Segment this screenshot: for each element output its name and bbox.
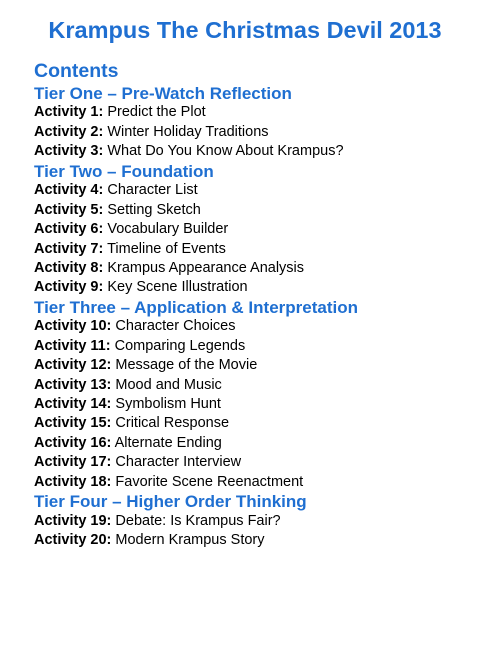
activity-label: Activity 17:	[34, 454, 112, 471]
activity-name: Modern Krampus Story	[115, 532, 265, 549]
toc-entry-activity-11	[34, 337, 358, 356]
activity-label: Activity 10:	[34, 318, 112, 335]
activity-label: Activity 16:	[34, 434, 112, 451]
activity-name: Setting Sketch	[107, 201, 201, 218]
activity-label: Activity 5:	[34, 201, 104, 218]
activity-label: Activity 19:	[34, 512, 112, 529]
toc-entry-activity-14	[34, 395, 358, 414]
tier-one-heading: Tier One – Pre-Watch Reflection	[34, 84, 292, 103]
toc-entry-activity-19	[34, 512, 358, 531]
activity-label: Activity 9:	[34, 279, 104, 296]
activity-name: Krampus Appearance Analysis	[107, 259, 305, 276]
toc-entry-activity-9	[34, 278, 358, 297]
activity-name: Character Choices	[115, 318, 236, 335]
toc-entry-activity-1	[34, 103, 358, 122]
toc-entry-activity-2	[34, 123, 358, 142]
activity-label: Activity 8:	[34, 259, 104, 276]
toc-entry-activity-4	[34, 181, 358, 200]
activity-label: Activity 14:	[34, 396, 112, 412]
activity-label: Activity 1:	[34, 104, 104, 121]
activity-name: Message of the Movie	[115, 357, 258, 374]
activity-name: Key Scene Illustration	[107, 279, 248, 296]
toc-entry-activity-15	[34, 414, 358, 433]
activity-name: Vocabulary Builder	[107, 221, 229, 238]
toc-entry-activity-3	[34, 142, 358, 161]
activity-label: Activity 11:	[34, 337, 111, 354]
activity-label: Activity 4:	[34, 182, 104, 199]
toc-entry-activity-10	[34, 317, 358, 336]
tier-four-heading: Tier Four – Higher Order Thinking	[34, 492, 307, 512]
activity-name: Comparing Legends	[114, 337, 246, 354]
document-title: Krampus The Christmas Devil 2013	[48, 17, 442, 43]
activity-name: Alternate Ending	[114, 434, 222, 451]
toc-entry-activity-6	[34, 220, 358, 239]
contents-heading: Contents	[34, 60, 119, 82]
toc-entry-activity-18	[34, 473, 358, 492]
toc-entry-activity-5	[34, 201, 358, 220]
activity-name: What Do You Know About Krampus?	[107, 143, 344, 160]
toc-entry-activity-8	[34, 259, 358, 278]
toc-entry-activity-17	[34, 453, 358, 472]
toc-entry-activity-12	[34, 356, 358, 375]
activity-name: Mood and Music	[115, 376, 222, 393]
activity-name: Favorite Scene Reenactment	[115, 473, 304, 490]
tier-two-heading: Tier Two – Foundation	[34, 161, 214, 181]
activity-name: Timeline of Events	[107, 240, 226, 257]
activity-name: Character Interview	[115, 454, 242, 471]
toc-entry-activity-20	[34, 531, 358, 550]
tier-three-heading: Tier Three – Application & Interpretation	[34, 297, 358, 317]
activity-name: Character List	[107, 182, 198, 199]
activity-label: Activity 13:	[34, 376, 112, 393]
table-of-contents	[34, 84, 358, 551]
activity-label: Activity 12:	[34, 357, 112, 374]
activity-name: Predict the Plot	[107, 104, 206, 121]
activity-name: Critical Response	[115, 415, 230, 432]
activity-label: Activity 7:	[34, 240, 104, 257]
activity-label: Activity 15:	[34, 415, 112, 432]
activity-name: Symbolism Hunt	[115, 396, 221, 412]
activity-name: Winter Holiday Traditions	[107, 123, 269, 140]
activity-name: Debate: Is Krampus Fair?	[115, 512, 281, 529]
toc-entry-activity-13	[34, 376, 358, 395]
activity-label: Activity 2:	[34, 123, 104, 140]
activity-label: Activity 6:	[34, 221, 104, 238]
toc-entry-activity-16	[34, 434, 358, 453]
activity-label: Activity 18:	[34, 473, 112, 490]
activity-label: Activity 20:	[34, 532, 112, 549]
toc-entry-activity-7	[34, 240, 358, 259]
activity-label: Activity 3:	[34, 143, 104, 160]
